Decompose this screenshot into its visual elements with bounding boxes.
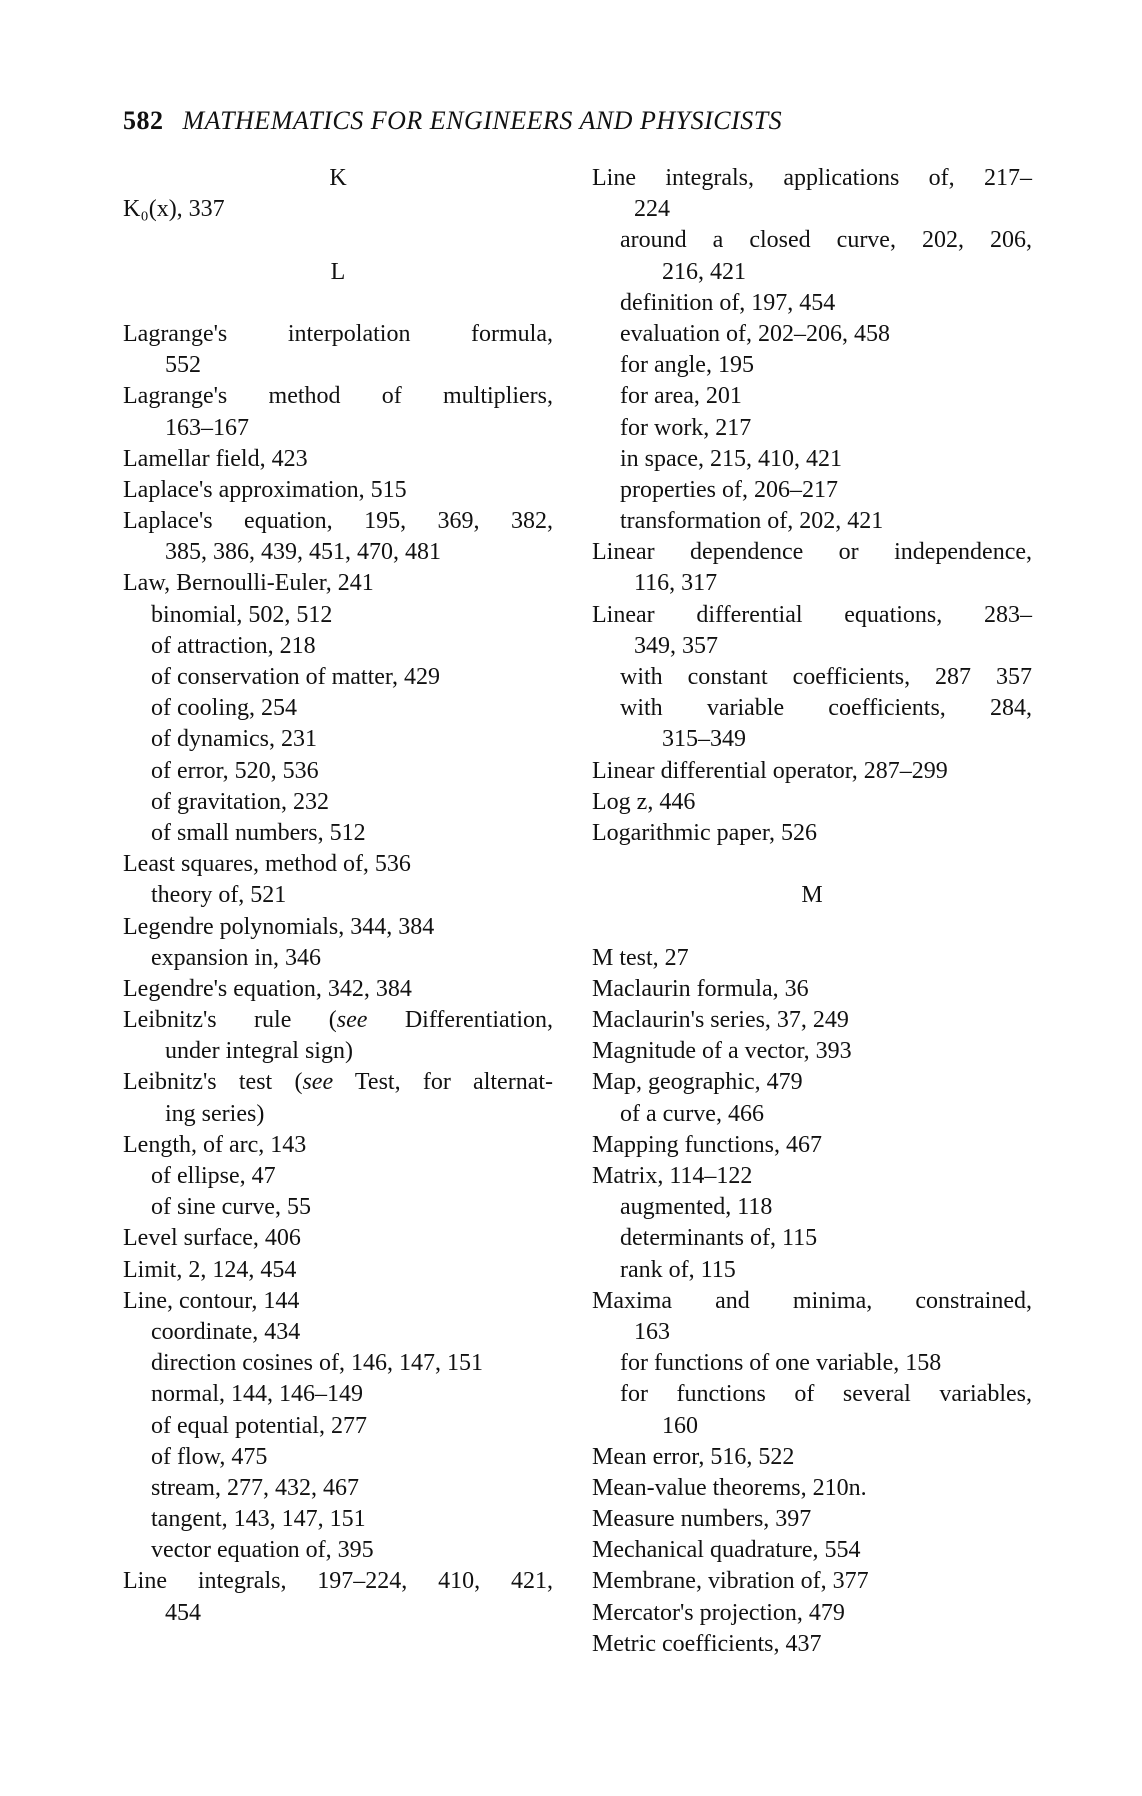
index-entry-continuation: 163–167 <box>165 414 249 441</box>
index-entry-continuation: 163 <box>634 1318 670 1345</box>
index-entry: Laplace's equation, 195, 369, 382, <box>123 508 553 535</box>
index-subentry: of conservation of matter, 429 <box>151 664 440 690</box>
index-entry: Mean error, 516, 522 <box>592 1443 795 1470</box>
index-subentry: of flow, 475 <box>151 1443 268 1470</box>
index-subentry: expansion in, 346 <box>151 944 321 971</box>
index-subentry: tangent, 143, 147, 151 <box>151 1506 366 1533</box>
index-entry: Membrane, vibration of, 377 <box>592 1568 869 1595</box>
index-entry: Length, of arc, 143 <box>123 1131 307 1158</box>
index-entry: Leibnitz's rule (see Differentiation, <box>123 1007 554 1034</box>
index-entry: Laplace's approximation, 515 <box>123 476 407 503</box>
running-title: MATHEMATICS FOR ENGINEERS AND PHYSICISTS <box>182 106 783 135</box>
index-subentry: definition of, 197, 454 <box>620 289 836 316</box>
index-entry-continuation: under integral sign) <box>165 1038 353 1065</box>
index-subentry: direction cosines of, 146, 147, 151 <box>151 1350 483 1377</box>
index-entry: Line integrals, applications of, 217– <box>592 165 1032 191</box>
index-subentry: for functions of several variables, <box>620 1381 1032 1408</box>
index-subentry: evaluation of, 202–206, 458 <box>620 320 890 347</box>
index-subentry: 160 <box>662 1412 698 1439</box>
index-entry: Lamellar field, 423 <box>123 445 308 472</box>
index-entry: Metric coefficients, 437 <box>592 1630 822 1657</box>
index-entry: Legendre's equation, 342, 384 <box>123 975 412 1002</box>
index-entry: Mechanical quadrature, 554 <box>592 1537 861 1564</box>
index-entry: Limit, 2, 124, 454 <box>123 1256 297 1283</box>
index-subentry: for work, 217 <box>620 414 752 441</box>
index-subentry: around a closed curve, 202, 206, <box>620 227 1032 254</box>
index-entry: Leibnitz's test (see Test, for alternat- <box>123 1069 553 1096</box>
index-entry: Mercator's projection, 479 <box>592 1599 845 1626</box>
index-entry: Linear differential equations, 283– <box>592 601 1032 628</box>
index-subentry: rank of, 115 <box>620 1256 736 1283</box>
index-subentry: with variable coefficients, 284, <box>620 695 1032 722</box>
index-entry-continuation: 116, 317 <box>634 570 718 597</box>
index-subentry: normal, 144, 146–149 <box>151 1381 363 1408</box>
index-subentry: for angle, 195 <box>620 352 754 379</box>
index-entry: Line, contour, 144 <box>123 1287 300 1314</box>
blank-line <box>123 225 553 256</box>
index-subentry: augmented, 118 <box>620 1194 773 1221</box>
index-subentry: of cooling, 254 <box>151 695 297 722</box>
index-entry: Matrix, 114–122 <box>592 1163 753 1189</box>
index-subentry: for area, 201 <box>620 383 742 410</box>
index-entry: Logarithmic paper, 526 <box>592 819 817 846</box>
index-entry: Maxima and minima, constrained, <box>592 1287 1032 1314</box>
section-letter: K <box>329 165 347 191</box>
index-subentry: determinants of, 115 <box>620 1225 818 1252</box>
index-entry: Mean-value theorems, 210n. <box>592 1474 867 1501</box>
index-entry: M test, 27 <box>592 944 689 971</box>
index-entry: Linear differential operator, 287–299 <box>592 757 948 784</box>
blank-line <box>123 288 553 319</box>
index-entry: Map, geographic, 479 <box>592 1069 803 1096</box>
index-entry: Maclaurin formula, 36 <box>592 975 809 1002</box>
index-entry: Line integrals, 197–224, 410, 421, <box>123 1568 553 1595</box>
index-entry: Level surface, 406 <box>123 1225 301 1252</box>
page-header <box>123 103 1023 139</box>
index-subentry: of error, 520, 536 <box>151 757 319 784</box>
index-entry-continuation: 349, 357 <box>634 632 718 659</box>
index-column-left <box>123 163 553 1629</box>
index-subentry: theory of, 521 <box>151 882 287 909</box>
index-entry: Mapping functions, 467 <box>592 1131 822 1158</box>
index-subentry: in space, 215, 410, 421 <box>620 445 842 472</box>
index-column-right <box>592 163 1032 1660</box>
index-subentry: vector equation of, 395 <box>151 1537 374 1564</box>
index-subentry: of a curve, 466 <box>620 1100 764 1127</box>
blank-line <box>592 912 1032 943</box>
page-number: 582 <box>123 106 164 135</box>
index-subentry: for functions of one variable, 158 <box>620 1350 942 1377</box>
index-subentry: of ellipse, 47 <box>151 1163 276 1189</box>
index-subentry: of small numbers, 512 <box>151 819 366 846</box>
index-subentry: binomial, 502, 512 <box>151 601 333 628</box>
index-entry: Maclaurin's series, 37, 249 <box>592 1007 849 1034</box>
index-subentry: transformation of, 202, 421 <box>620 508 884 535</box>
index-entry: Law, Bernoulli-Euler, 241 <box>123 570 374 597</box>
index-subentry: stream, 277, 432, 467 <box>151 1474 359 1501</box>
index-subentry: of gravitation, 232 <box>151 788 329 815</box>
index-subentry: 216, 421 <box>662 258 746 285</box>
index-entry-continuation: 385, 386, 439, 451, 470, 481 <box>165 539 441 566</box>
index-entry: Linear dependence or independence, <box>592 539 1032 566</box>
index-entry: Measure numbers, 397 <box>592 1506 812 1533</box>
index-entry: Lagrange's method of multipliers, <box>123 383 553 410</box>
index-entry: Least squares, method of, 536 <box>123 851 411 878</box>
index-entry-continuation: ing series) <box>165 1100 265 1127</box>
blank-line <box>592 849 1032 880</box>
index-entry-continuation: 224 <box>634 196 670 223</box>
section-letter: L <box>330 258 346 285</box>
index-subentry: properties of, 206–217 <box>620 476 838 503</box>
index-subentry: coordinate, 434 <box>151 1318 301 1345</box>
index-entry-continuation: 552 <box>165 352 201 379</box>
index-entry-continuation: 454 <box>165 1599 201 1626</box>
index-subentry: of attraction, 218 <box>151 632 316 659</box>
index-subentry: of sine curve, 55 <box>151 1194 311 1221</box>
index-subentry: of equal potential, 277 <box>151 1412 367 1439</box>
index-entry: K₀(x), 337 <box>123 196 225 223</box>
section-letter: M <box>801 882 823 909</box>
index-entry: Lagrange's interpolation formula, <box>123 320 553 347</box>
index-subentry: with constant coefficients, 287 357 <box>620 664 1032 690</box>
index-entry: Log z, 446 <box>592 788 696 815</box>
index-subentry: of dynamics, 231 <box>151 726 317 753</box>
index-subentry: 315–349 <box>662 726 746 753</box>
index-entry: Magnitude of a vector, 393 <box>592 1038 852 1065</box>
index-entry: Legendre polynomials, 344, 384 <box>123 913 435 940</box>
